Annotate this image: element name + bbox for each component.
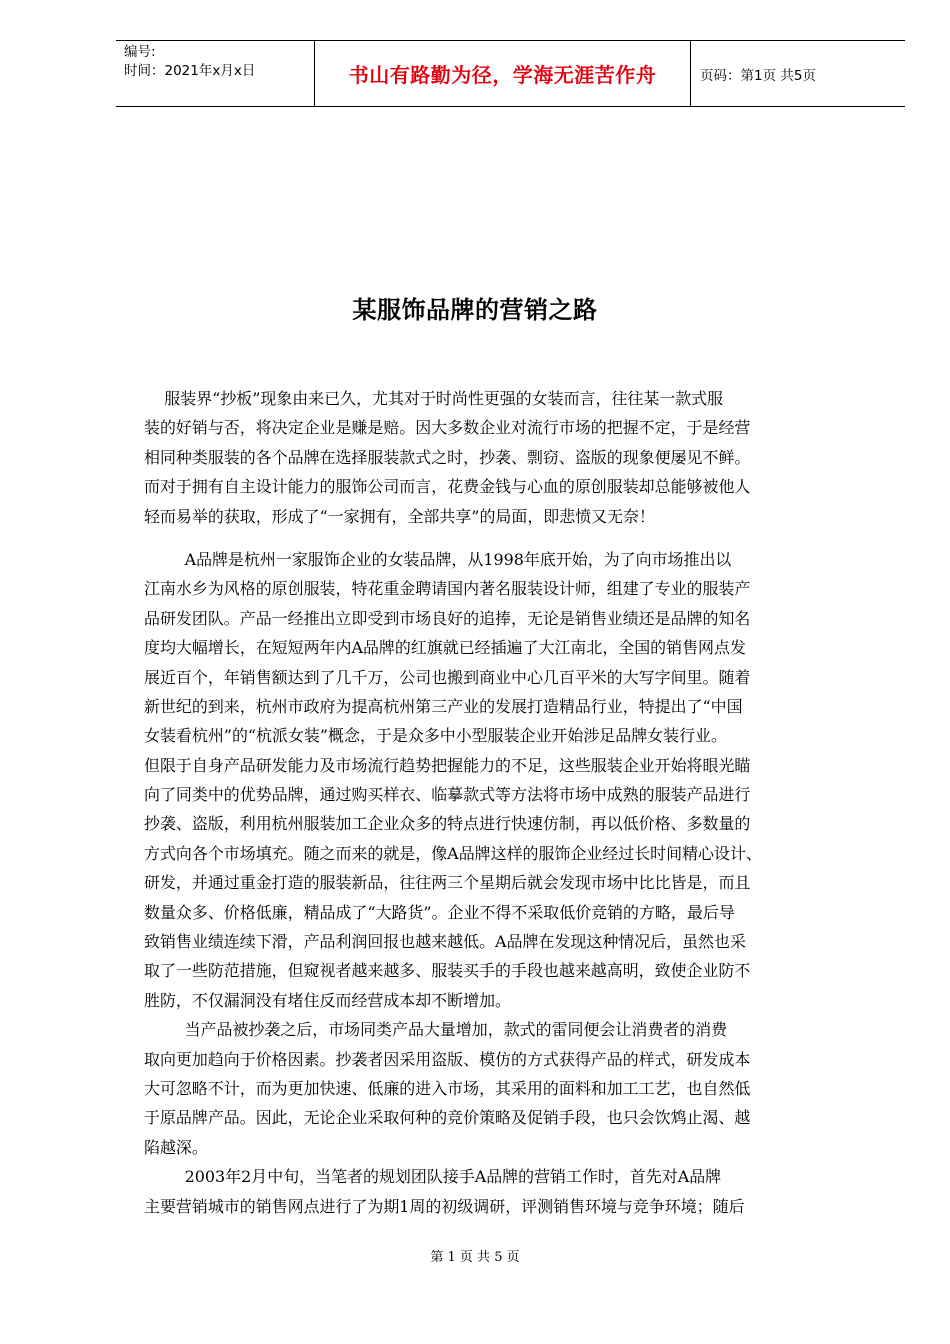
text-line: 2003年2月中旬，当笔者的规划团队接手A品牌的营销工作时，首先对A品牌: [144, 1167, 722, 1187]
document-title: 某服饰品牌的营销之路: [352, 295, 598, 324]
document-body: [144, 384, 884, 1221]
text-line: 取向更加趋向于价格因素。抄袭者因采用盗版、模仿的方式获得产品的样式，研发成本: [144, 1049, 751, 1069]
text-line: 致销售业绩连续下滑，产品利润回报也越来越低。A品牌在发现这种情况后，虽然也采: [144, 932, 746, 952]
text-line: 胜防，不仅漏洞没有堵住反而经营成本却不断增加。: [144, 990, 512, 1010]
text-line: 当产品被抄袭之后，市场同类产品大量增加，款式的雷同便会让消费者的消费: [144, 1020, 728, 1040]
text-line: 轻而易举的获取，形成了“一家拥有，全部共享”的局面，即悲愤又无奈！: [144, 506, 655, 526]
paragraph: [144, 1162, 884, 1221]
text-line: 但限于自身产品研发能力及市场流行趋势把握能力的不足，这些服装企业开始将眼光瞄: [144, 755, 751, 775]
text-line: 陷越深。: [144, 1137, 208, 1157]
text-line: 而对于拥有自主设计能力的服饰公司而言，花费金钱与心血的原创服装却总能够被他人: [144, 477, 751, 497]
header-meta: [116, 41, 315, 106]
text-line: 主要营销城市的销售网点进行了为期1周的初级调研，评测销售环境与竞争环境；随后: [144, 1196, 745, 1216]
text-line: 抄袭、盗版，利用杭州服装加工企业众多的特点进行快速仿制，再以低价格、多数量的: [144, 814, 751, 834]
text-line: 度均大幅增长，在短短两年内A品牌的红旗就已经插遍了大江南北，全国的销售网点发: [144, 638, 746, 658]
text-line: A品牌是杭州一家服饰企业的女装品牌，从1998年底开始，为了向市场推出以: [144, 549, 732, 569]
time-label: 时间：2021年x月x日: [124, 63, 256, 79]
text-line: 方式向各个市场填充。随之而来的就是，像A品牌这样的服饰企业经过长时间精心设计、: [144, 843, 762, 863]
text-line: 向了同类中的优势品牌，通过购买样衣、临摹款式等方法将市场中成熟的服装产品进行: [144, 785, 751, 805]
text-line: 服装界“抄板”现象由来已久，尤其对于时尚性更强的女装而言，往往某一款式服: [144, 389, 724, 408]
document-header: [116, 40, 905, 107]
text-line: 展近百个，年销售额达到了几千万，公司也搬到商业中心几百平米的大写字间里。随着: [144, 667, 751, 687]
text-line: 装的好销与否，将决定企业是赚是赔。因大多数企业对流行市场的把握不定，于是经营: [144, 418, 751, 438]
paragraph: [144, 384, 884, 531]
text-line: 研发，并通过重金打造的服装新品，往往两三个星期后就会发现市场中比比皆是，而且: [144, 873, 751, 893]
header-motto: 书山有路勤为径，学海无涯苦作舟: [315, 41, 691, 106]
header-page-info: 页码：第1页 共5页: [700, 67, 816, 84]
text-line: 数量众多、价格低廉，精品成了“大路货”。企业不得不采取低价竞销的方略，最后导: [144, 902, 735, 922]
text-line: 品研发团队。产品一经推出立即受到市场良好的追捧，无论是销售业绩还是品牌的知名: [144, 608, 751, 628]
text-line: 江南水乡为风格的原创服装，特花重金聘请国内著名服装设计师，组建了专业的服装产: [144, 579, 751, 599]
text-line: 于原品牌产品。因此，无论企业采取何种的竞价策略及促销手段，也只会饮鸩止渴、越: [144, 1108, 751, 1128]
text-line: 大可忽略不计，而为更加快速、低廉的进入市场，其采用的面料和加工工艺，也自然低: [144, 1078, 751, 1098]
paragraph: [144, 1015, 884, 1162]
text-line: 新世纪的到来，杭州市政府为提高杭州第三产业的发展打造精品行业，特提出了“中国: [144, 696, 743, 716]
paragraph: [144, 545, 884, 1015]
text-line: 女装看杭州”的“杭派女装”概念，于是众多中小型服装企业开始涉足品牌女装行业。: [144, 726, 727, 746]
code-label: 编号:: [124, 44, 156, 60]
text-line: 相同种类服装的各个品牌在选择服装款式之时，抄袭、剽窃、盗版的现象便屡见不鲜。: [144, 447, 751, 467]
text-line: 取了一些防范措施，但窥视者越来越多、服装买手的手段也越来越高明，致使企业防不: [144, 961, 751, 981]
page-footer: 第 1 页 共 5 页: [430, 1250, 520, 1265]
